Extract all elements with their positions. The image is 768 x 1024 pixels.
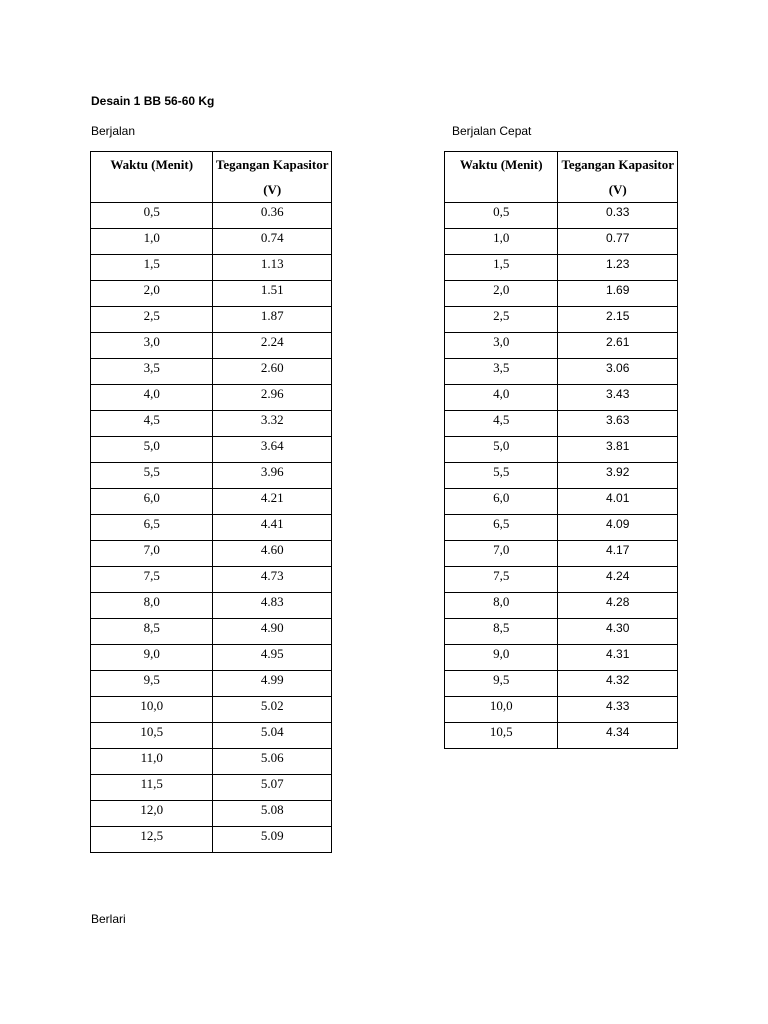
table-row bbox=[445, 411, 678, 437]
table-row bbox=[91, 333, 332, 359]
cell-waktu: 4,0 bbox=[445, 385, 558, 411]
cell-tegangan: 4.41 bbox=[213, 515, 332, 541]
cell-waktu: 3,0 bbox=[445, 333, 558, 359]
table-row bbox=[91, 827, 332, 853]
cell-tegangan: 3.63 bbox=[558, 411, 678, 437]
cell-tegangan: 0.77 bbox=[558, 229, 678, 255]
table-row bbox=[445, 697, 678, 723]
cell-tegangan: 4.31 bbox=[558, 645, 678, 671]
cell-waktu: 2,0 bbox=[91, 281, 213, 307]
cell-tegangan: 4.99 bbox=[213, 671, 332, 697]
table-row bbox=[91, 619, 332, 645]
cell-waktu: 2,5 bbox=[445, 307, 558, 333]
cell-waktu: 6,0 bbox=[91, 489, 213, 515]
cell-waktu: 4,0 bbox=[91, 385, 213, 411]
table-row bbox=[445, 463, 678, 489]
table-row bbox=[91, 359, 332, 385]
cell-waktu: 9,5 bbox=[91, 671, 213, 697]
cell-waktu: 5,5 bbox=[445, 463, 558, 489]
table-row bbox=[91, 749, 332, 775]
cell-tegangan: 2.15 bbox=[558, 307, 678, 333]
cell-waktu: 2,0 bbox=[445, 281, 558, 307]
cell-tegangan: 2.60 bbox=[213, 359, 332, 385]
table-berjalan-cepat bbox=[444, 151, 678, 749]
table-row bbox=[445, 567, 678, 593]
cell-tegangan: 2.61 bbox=[558, 333, 678, 359]
cell-tegangan: 3.64 bbox=[213, 437, 332, 463]
cell-tegangan: 0.33 bbox=[558, 203, 678, 229]
cell-waktu: 9,0 bbox=[445, 645, 558, 671]
table-header-row bbox=[445, 152, 678, 203]
table-body bbox=[445, 203, 678, 749]
section-label-berlari: Berlari bbox=[91, 912, 126, 926]
table-row bbox=[91, 567, 332, 593]
table-body bbox=[91, 203, 332, 853]
cell-waktu: 10,5 bbox=[445, 723, 558, 749]
table-row bbox=[91, 203, 332, 229]
table-row bbox=[445, 229, 678, 255]
cell-waktu: 6,5 bbox=[91, 515, 213, 541]
table-row bbox=[445, 203, 678, 229]
cell-tegangan: 1.51 bbox=[213, 281, 332, 307]
cell-tegangan: 1.87 bbox=[213, 307, 332, 333]
table-row bbox=[445, 437, 678, 463]
cell-tegangan: 3.06 bbox=[558, 359, 678, 385]
table-row bbox=[91, 437, 332, 463]
cell-waktu: 5,0 bbox=[445, 437, 558, 463]
cell-waktu: 7,0 bbox=[445, 541, 558, 567]
table-row bbox=[445, 359, 678, 385]
cell-tegangan: 4.73 bbox=[213, 567, 332, 593]
table-row bbox=[91, 723, 332, 749]
cell-waktu: 1,5 bbox=[445, 255, 558, 281]
table-row bbox=[91, 801, 332, 827]
table-row bbox=[91, 541, 332, 567]
table-row bbox=[91, 697, 332, 723]
table-row bbox=[445, 619, 678, 645]
table-row bbox=[91, 645, 332, 671]
table-row bbox=[91, 385, 332, 411]
page-title: Desain 1 BB 56-60 Kg bbox=[91, 94, 215, 108]
cell-tegangan: 4.34 bbox=[558, 723, 678, 749]
cell-tegangan: 4.33 bbox=[558, 697, 678, 723]
table-row bbox=[91, 463, 332, 489]
cell-tegangan: 4.83 bbox=[213, 593, 332, 619]
cell-tegangan: 4.60 bbox=[213, 541, 332, 567]
cell-tegangan: 2.24 bbox=[213, 333, 332, 359]
cell-waktu: 9,5 bbox=[445, 671, 558, 697]
cell-tegangan: 5.04 bbox=[213, 723, 332, 749]
table-row bbox=[91, 229, 332, 255]
cell-tegangan: 4.21 bbox=[213, 489, 332, 515]
table-row bbox=[445, 723, 678, 749]
cell-waktu: 5,5 bbox=[91, 463, 213, 489]
cell-tegangan: 3.32 bbox=[213, 411, 332, 437]
cell-tegangan: 3.81 bbox=[558, 437, 678, 463]
cell-waktu: 8,5 bbox=[91, 619, 213, 645]
table-row bbox=[91, 411, 332, 437]
table-row bbox=[91, 515, 332, 541]
cell-waktu: 7,0 bbox=[91, 541, 213, 567]
cell-waktu: 4,5 bbox=[91, 411, 213, 437]
cell-tegangan: 1.69 bbox=[558, 281, 678, 307]
cell-tegangan: 5.08 bbox=[213, 801, 332, 827]
table-row bbox=[91, 671, 332, 697]
table-row bbox=[91, 489, 332, 515]
table-row bbox=[91, 593, 332, 619]
header-tegangan: Tegangan Kapasitor (V) bbox=[213, 152, 332, 203]
cell-tegangan: 4.17 bbox=[558, 541, 678, 567]
cell-tegangan: 4.90 bbox=[213, 619, 332, 645]
cell-tegangan: 4.32 bbox=[558, 671, 678, 697]
cell-tegangan: 3.92 bbox=[558, 463, 678, 489]
table-row bbox=[445, 333, 678, 359]
cell-waktu: 8,0 bbox=[91, 593, 213, 619]
cell-tegangan: 3.43 bbox=[558, 385, 678, 411]
table-row bbox=[445, 541, 678, 567]
cell-tegangan: 5.09 bbox=[213, 827, 332, 853]
cell-tegangan: 5.07 bbox=[213, 775, 332, 801]
cell-waktu: 10,0 bbox=[91, 697, 213, 723]
cell-waktu: 3,5 bbox=[445, 359, 558, 385]
header-tegangan: Tegangan Kapasitor (V) bbox=[558, 152, 678, 203]
table-berjalan bbox=[90, 151, 332, 853]
cell-tegangan: 4.09 bbox=[558, 515, 678, 541]
cell-waktu: 12,0 bbox=[91, 801, 213, 827]
table-row bbox=[445, 671, 678, 697]
cell-waktu: 6,0 bbox=[445, 489, 558, 515]
cell-waktu: 9,0 bbox=[91, 645, 213, 671]
header-waktu: Waktu (Menit) bbox=[91, 152, 213, 203]
section-label-berjalan-cepat: Berjalan Cepat bbox=[452, 124, 532, 138]
cell-waktu: 3,5 bbox=[91, 359, 213, 385]
cell-tegangan: 4.24 bbox=[558, 567, 678, 593]
cell-tegangan: 4.01 bbox=[558, 489, 678, 515]
cell-waktu: 5,0 bbox=[91, 437, 213, 463]
table-row bbox=[445, 489, 678, 515]
cell-waktu: 10,5 bbox=[91, 723, 213, 749]
table-row bbox=[445, 593, 678, 619]
cell-waktu: 8,0 bbox=[445, 593, 558, 619]
cell-tegangan: 1.13 bbox=[213, 255, 332, 281]
cell-waktu: 7,5 bbox=[445, 567, 558, 593]
header-waktu: Waktu (Menit) bbox=[445, 152, 558, 203]
cell-waktu: 4,5 bbox=[445, 411, 558, 437]
cell-waktu: 7,5 bbox=[91, 567, 213, 593]
table-row bbox=[91, 255, 332, 281]
table-row bbox=[445, 515, 678, 541]
cell-waktu: 0,5 bbox=[91, 203, 213, 229]
cell-tegangan: 5.06 bbox=[213, 749, 332, 775]
cell-waktu: 8,5 bbox=[445, 619, 558, 645]
table-row bbox=[445, 255, 678, 281]
cell-tegangan: 4.30 bbox=[558, 619, 678, 645]
cell-waktu: 0,5 bbox=[445, 203, 558, 229]
table-row bbox=[91, 775, 332, 801]
cell-waktu: 2,5 bbox=[91, 307, 213, 333]
cell-tegangan: 4.28 bbox=[558, 593, 678, 619]
cell-tegangan: 0.74 bbox=[213, 229, 332, 255]
table-header-row bbox=[91, 152, 332, 203]
table-row bbox=[445, 645, 678, 671]
cell-waktu: 6,5 bbox=[445, 515, 558, 541]
cell-tegangan: 2.96 bbox=[213, 385, 332, 411]
cell-tegangan: 4.95 bbox=[213, 645, 332, 671]
table-row bbox=[445, 307, 678, 333]
cell-tegangan: 1.23 bbox=[558, 255, 678, 281]
cell-waktu: 12,5 bbox=[91, 827, 213, 853]
cell-tegangan: 0.36 bbox=[213, 203, 332, 229]
cell-waktu: 3,0 bbox=[91, 333, 213, 359]
section-label-berjalan: Berjalan bbox=[91, 124, 136, 138]
cell-waktu: 1,0 bbox=[445, 229, 558, 255]
table-row bbox=[91, 281, 332, 307]
cell-tegangan: 5.02 bbox=[213, 697, 332, 723]
cell-waktu: 11,0 bbox=[91, 749, 213, 775]
cell-waktu: 1,0 bbox=[91, 229, 213, 255]
cell-waktu: 1,5 bbox=[91, 255, 213, 281]
table-row bbox=[445, 385, 678, 411]
cell-waktu: 11,5 bbox=[91, 775, 213, 801]
table-row bbox=[91, 307, 332, 333]
cell-waktu: 10,0 bbox=[445, 697, 558, 723]
cell-tegangan: 3.96 bbox=[213, 463, 332, 489]
table-row bbox=[445, 281, 678, 307]
